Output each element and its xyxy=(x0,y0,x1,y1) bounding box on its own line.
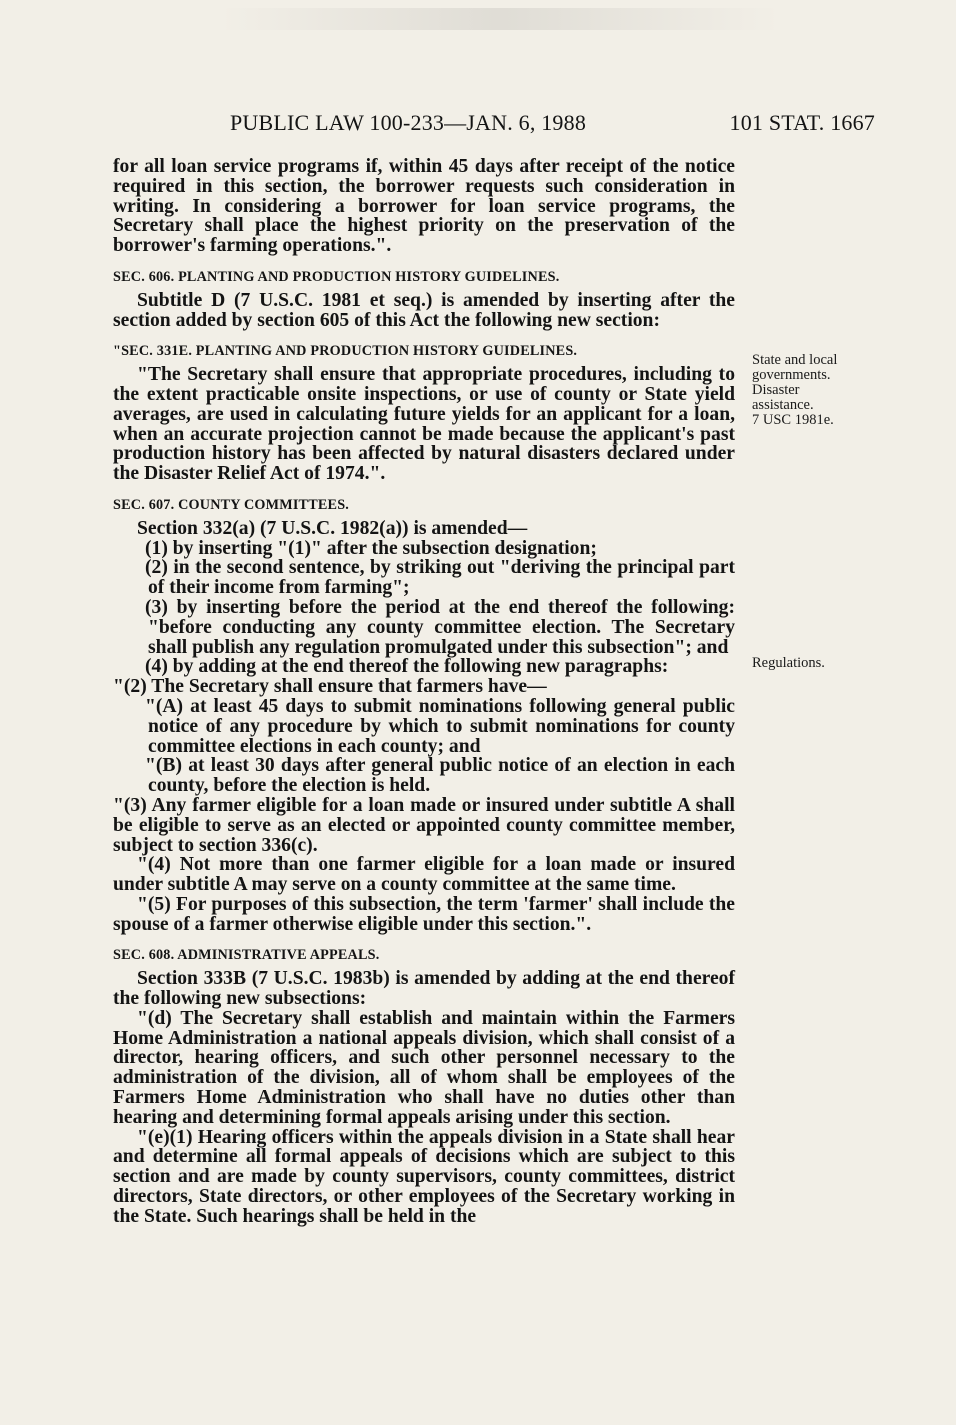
sec-607-heading: SEC. 607. COUNTY COMMITTEES. xyxy=(113,496,350,513)
running-header xyxy=(230,110,875,140)
sec-607-para-2: "(2) The Secretary shall ensure that farmers have— xyxy=(113,676,547,698)
sec-607-text: Section 332(a) (7 U.S.C. 1982(a)) is amended— xyxy=(137,517,528,539)
bleed-through-shadow xyxy=(220,8,780,30)
sec-607-item-3: (3) by inserting before the period at the end thereof the following: "before conducting any county committee election. The Secretary shall publish any regulation promulgated under this subsection"; and xyxy=(145,596,735,658)
sec-607-item-1: (1) by inserting "(1)" after the subsection designation; xyxy=(145,537,597,559)
sec-331e-text: "The Secretary shall ensure that appropriate procedures, including to the extent practicable onsite inspections, or use of county or State yield averages, are used in calculating future yields for an applicant for a loan, when an accurate projection cannot be made because the applicant's past production history has been affected by natural disasters declared under the Disaster Relief Act of 1974.". xyxy=(113,364,735,485)
sec-608-heading: SEC. 608. ADMINISTRATIVE APPEALS. xyxy=(113,947,380,964)
sec-608-subsection-d: "(d) The Secretary shall establish and maintain within the Farmers Home Administration a national appeals division, which shall consist of a director, hearing officers, and such other personnel necessary to the administration of the division, all of whom shall be employees of the Farmers Home Administration who shall have no duties other than hearing and determining formal appeals arising under this section. xyxy=(113,1007,735,1128)
margin-note-line: State and local xyxy=(752,352,838,368)
intro-paragraph: for all loan service programs if, within 45 days after receipt of the notice required in this section, the borrower requests such consideration in writing. In considering a borrower for loan service programs, the Secretary shall place the highest priority on the preservation of the borrower's farming operations.". xyxy=(113,156,735,257)
sec-607-item-2: (2) in the second sentence, by striking out "deriving the principal part of their income from farming"; xyxy=(145,557,735,599)
sec-607-para-2a: "(A) at least 45 days to submit nominations following general public notice of any procedure by which to submit nominations for county committee elections in each county; and xyxy=(145,695,735,757)
margin-note-line: Disaster xyxy=(752,382,800,398)
sec-607-para-5: "(5) For purposes of this subsection, the term 'farmer' shall include the spouse of a farmer otherwise eligible under this section.". xyxy=(113,893,735,935)
margin-note-disaster xyxy=(752,353,837,428)
margin-note-line: 7 USC 1981e. xyxy=(752,412,834,428)
sec-607-para-3: "(3) Any farmer eligible for a loan made or insured under subtitle A shall be eligible to serve as an elected or appointed county committee member, subject to section 336(c). xyxy=(113,794,735,856)
body-text xyxy=(113,157,735,1227)
sec-606-text: Subtitle D (7 U.S.C. 1981 et seq.) is amended by inserting after the section added by section 605 of this Act the following new section: xyxy=(113,289,735,331)
sec-331e-heading: "SEC. 331E. PLANTING AND PRODUCTION HISTORY GUIDELINES. xyxy=(113,343,578,360)
margin-note-line: Regulations. xyxy=(752,655,825,671)
sec-606-heading: SEC. 606. PLANTING AND PRODUCTION HISTORY GUIDELINES. xyxy=(113,268,560,285)
sec-607-item-4: (4) by adding at the end thereof the following new paragraphs: xyxy=(145,656,669,678)
margin-note-line: governments. xyxy=(752,367,831,383)
header-title: PUBLIC LAW 100-233—JAN. 6, 1988 xyxy=(230,110,587,135)
sec-608-text: Section 333B (7 U.S.C. 1983b) is amended by adding at the end thereof the following new subsections: xyxy=(113,968,735,1010)
sec-608-subsection-e1: "(e)(1) Hearing officers within the appeals division in a State shall hear and determine all formal appeals of decisions which are subject to this section and are made by county supervisors, county committees, district directors, State directors, or other employees of the Secretary working in the State. Such hearings shall be held in the xyxy=(113,1126,735,1227)
sec-607-para-4: "(4) Not more than one farmer eligible for a loan made or insured under subtitle A may serve on a county committee at the same time. xyxy=(113,854,735,896)
sec-607-para-2b: "(B) at least 30 days after general public notice of an election in each county, before the election is held. xyxy=(145,755,735,797)
margin-note-regulations xyxy=(752,656,825,671)
margin-note-line: assistance. xyxy=(752,397,814,413)
header-stat-page: 101 STAT. 1667 xyxy=(729,110,875,135)
